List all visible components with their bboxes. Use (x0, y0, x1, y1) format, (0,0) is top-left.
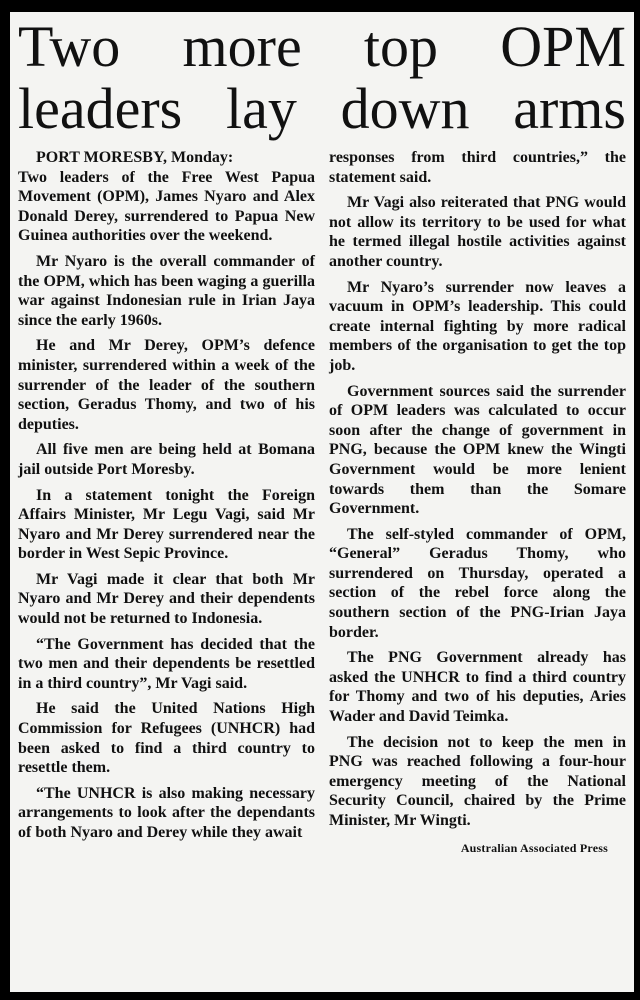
headline-line-2: leaders lay down arms (18, 76, 626, 141)
paragraph: He and Mr Derey, OPM’s defence minister, surrendered within a week of the surrender of the leader of the southern section, Geradus Thomy, and two of his deputies. (18, 337, 315, 433)
paragraph: Mr Vagi also reiterated that PNG would not allow its territory to be used for what he termed illegal hostile activities against another country. (329, 194, 626, 270)
paragraph: In a statement tonight the Foreign Affairs Minister, Mr Legu Vagi, said Mr Nyaro and Mr Derey surrendered near the border in West Sepic Province. (18, 486, 315, 563)
paragraph: The self-styled commander of OPM, “General” Geradus Thomy, who surrendered on Thursday, operated a section of the rebel force along the southern section of the PNG-Irian Jaya border. (329, 525, 626, 641)
paragraph: Mr Vagi made it clear that both Mr Nyaro and Mr Derey and their dependents would not be returned to Indonesia. (18, 570, 315, 628)
paragraph: The PNG Government already has asked the UNHCR to find a third country for Thomy and two of his deputies, Aries Wader and David Teimka. (329, 649, 626, 726)
paragraph: He said the United Nations High Commission for Refugees (UNHCR) had been asked to find a third country to resettle them. (18, 700, 315, 777)
byline-credit: Australian Associated Press (460, 840, 608, 855)
paragraph: All five men are being held at Bomana jail outside Port Moresby. (18, 441, 315, 478)
dateline: PORT MORESBY, Monday: (36, 149, 234, 166)
paragraph: “The UNHCR is also making necessary arrangements to look after the dependants of both Nyaro and Derey while they await (18, 784, 315, 841)
column-left (18, 148, 315, 856)
column-right (329, 148, 626, 856)
headline (10, 12, 634, 140)
paragraph: responses from third countries,” the statement said. (329, 149, 626, 186)
paragraph: The decision not to keep the men in PNG was reached following a four-hour emergency meeting of the National Security Council, chaired by the Prime Minister, Mr Wingti. (329, 733, 626, 829)
paragraph: Government sources said the surrender of OPM leaders was calculated to occur soon after the change of government in PNG, because the OPM knew the Wingti Government would be more lenient towards them than the Somare Government. (329, 382, 626, 518)
article-body (10, 148, 634, 856)
paragraph: “The Government has decided that the two men and their dependents be resettled in a third country”, Mr Vagi said. (18, 635, 315, 692)
paragraph: Mr Nyaro’s surrender now leaves a vacuum in OPM’s leadership. This could create internal fighting by more radical members of the organisation to get the top job. (329, 278, 626, 374)
paragraph: Mr Nyaro is the overall commander of the OPM, which has been waging a guerilla war against Indonesian rule in Irian Jaya since the early 1960s. (18, 252, 315, 329)
news-clipping (10, 12, 634, 992)
paragraph: Two leaders of the Free West Papua Movement (OPM), James Nyaro and Alex Donald Derey, surrendered to Papua New Guinea authorities over the weekend. (18, 168, 315, 245)
headline-line-1: Two more top OPM (18, 14, 626, 79)
